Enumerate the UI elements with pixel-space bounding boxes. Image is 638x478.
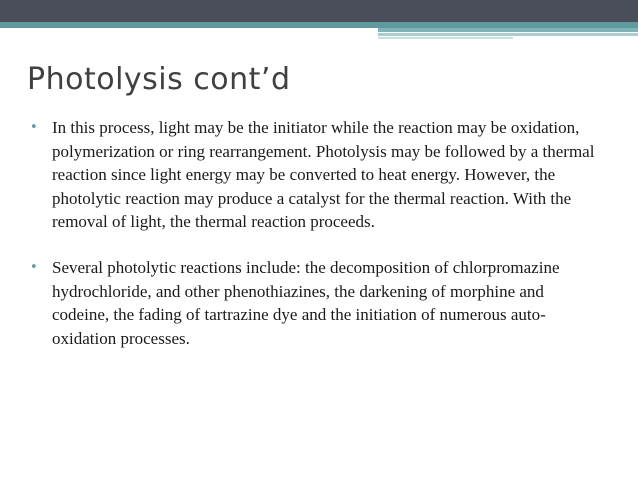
slide-title: Photolysis cont’d <box>27 62 291 97</box>
bullet-text: Several photolytic reactions include: the decomposition of chlorpromazine hydrochloride, and other phenothiazines, the darkening of morphine and codeine, the fading of tartrazine dye and the initiation of numerous auto-oxidation processes. <box>52 257 560 348</box>
accent-stripe-lighter <box>378 37 513 39</box>
bullet-item <box>30 256 605 350</box>
header-band <box>0 0 638 22</box>
bullet-icon: • <box>30 120 38 135</box>
bullet-item <box>30 116 605 234</box>
bullet-list <box>30 116 605 372</box>
bullet-text: In this process, light may be the initiator while the reaction may be oxidation, polymerization or ring rearrangement. Photolysis may be followed by a thermal reaction since light energy may be converted to heat energy. However, the photolytic reaction may produce a catalyst for the thermal reaction. With the removal of light, the thermal reaction proceeds. <box>52 118 595 232</box>
bullet-icon: • <box>30 259 38 275</box>
accent-stripe-light <box>378 33 638 36</box>
accent-stripe <box>378 28 638 32</box>
